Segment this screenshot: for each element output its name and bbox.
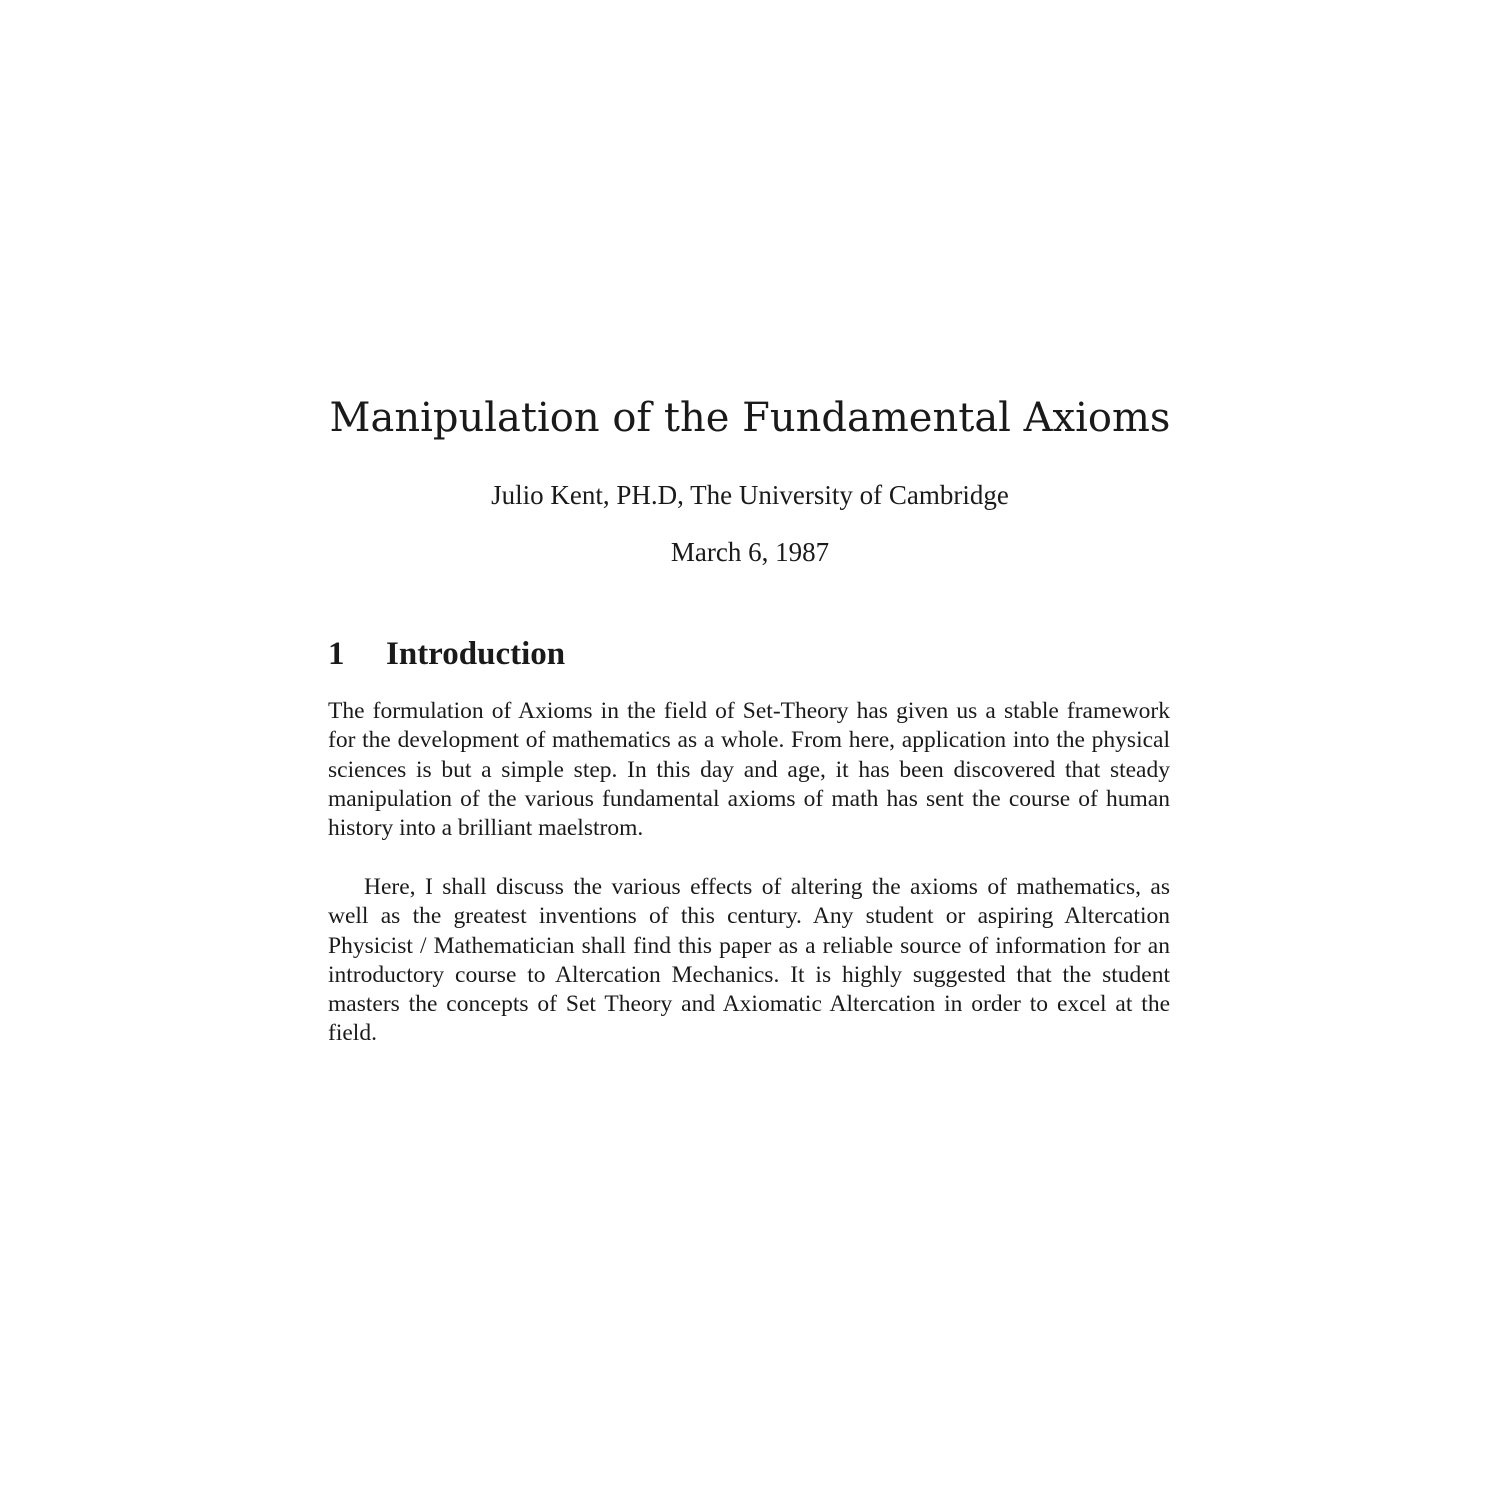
paper-date: March 6, 1987 [670,537,830,567]
section-heading-introduction [328,634,565,674]
body-paragraph-2: Here, I shall discuss the various effects of altering the axioms of mathematics, as well as the greatest inventions of this century. Any student or aspiring Altercation Physicist / Mathematician shall find this paper as a reliable source of information for an introductory course to Altercation Mechanics. It is highly suggested that the student masters the concepts of Set Theory and Axiomatic Altercation in order to excel at the field. [328,874,1170,1047]
section-number: 1 [328,636,345,672]
section-title: Introduction [386,636,566,672]
body-paragraph-1: The formulation of Axioms in the field of Set-Theory has given us a stable framework for the development of mathematics as a whole. From here, application into the physical sciences is but a simple step. In this day and age, it has been discovered that steady manipulation of the various fundamental axioms of math has sent the course of human history into a brilliant maelstrom. [328,698,1170,842]
paper-author: Julio Kent, PH.D, The University of Cambridge [491,480,1009,510]
paper-title: Manipulation of the Fundamental Axioms [329,395,1171,441]
